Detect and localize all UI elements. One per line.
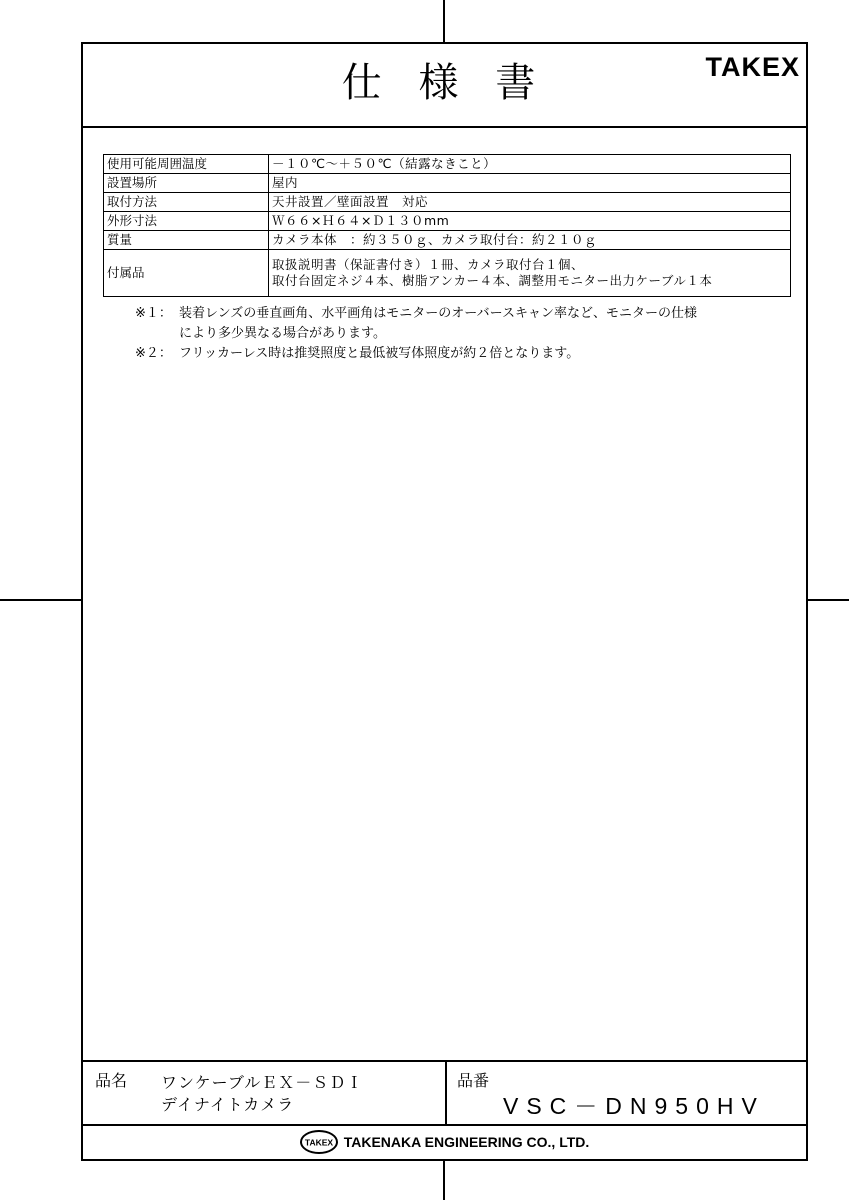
spec-value: 屋内 [269,174,791,193]
company-logo-mark [304,1136,334,1148]
divider [445,1062,447,1124]
product-number-label: 品番 [457,1071,490,1090]
footer [83,1122,806,1161]
page-title: 仕 様 書 [341,60,548,106]
brand-logo: TAKEX [705,52,800,82]
note-line: により多少異なる場合があります。 [179,326,386,341]
note-item [135,304,697,344]
table-row [104,250,791,297]
spec-value: －１０℃～＋５０℃（結露なきこと） [269,155,791,174]
spec-label: 設置場所 [104,174,269,193]
spec-value: 天井設置／壁面設置 対応 [269,193,791,212]
spec-label: 質量 [104,231,269,250]
table-row [104,231,791,250]
table-row [104,155,791,174]
title-band [83,44,806,128]
notes [135,304,697,364]
company-name: TAKENAKA ENGINEERING CO., LTD. [343,1133,590,1150]
spec-label: 取付方法 [104,193,269,212]
crop-mark-top [443,0,445,42]
table-row [104,193,791,212]
spec-label: 外形寸法 [104,212,269,231]
table-row [104,174,791,193]
spec-value: カメラ本体 ：約３５０ｇ、カメラ取付台：約２１０ｇ [269,231,791,250]
product-name-label: 品名 [95,1071,128,1090]
spec-label: 付属品 [104,250,269,297]
note-line: フリッカーレス時は推奨照度と最低被写体照度が約２倍となります。 [179,346,580,361]
product-name-line: ワンケーブルＥＸ－ＳＤＩ [161,1073,364,1092]
crop-mark-bottom [443,1161,445,1200]
spec-value-line: 取扱説明書（保証書付き）１冊、カメラ取付台１個、 [272,257,585,272]
spec-value-line: 取付台固定ネジ４本、樹脂アンカー４本、調整用モニター出力ケーブル１本 [272,273,713,288]
spec-label: 使用可能周囲温度 [104,155,269,174]
table-row [104,212,791,231]
note-text [179,344,579,364]
spec-sheet [81,42,808,1161]
company-logo [300,1130,338,1154]
note-item [135,344,697,364]
product-info [83,1060,806,1126]
spec-table [103,154,791,297]
product-name-line: デイナイトカメラ [161,1095,295,1114]
note-line: 装着レンズの垂直画角、水平画角はモニターのオーバースキャン率など、モニターの仕様 [179,306,697,321]
crop-mark-right [808,599,849,601]
note-text [179,304,697,344]
spec-value: Ｗ６６×Ｈ６４×Ｄ１３０mm [269,212,791,231]
note-mark: ※１： [135,306,172,321]
crop-mark-left [0,599,81,601]
product-number: VSC－DN950HV [503,1093,765,1119]
product-name [161,1072,363,1116]
svg-text:TAKEX: TAKEX [304,1137,333,1147]
spec-value [269,250,791,297]
note-mark: ※２： [135,346,172,361]
